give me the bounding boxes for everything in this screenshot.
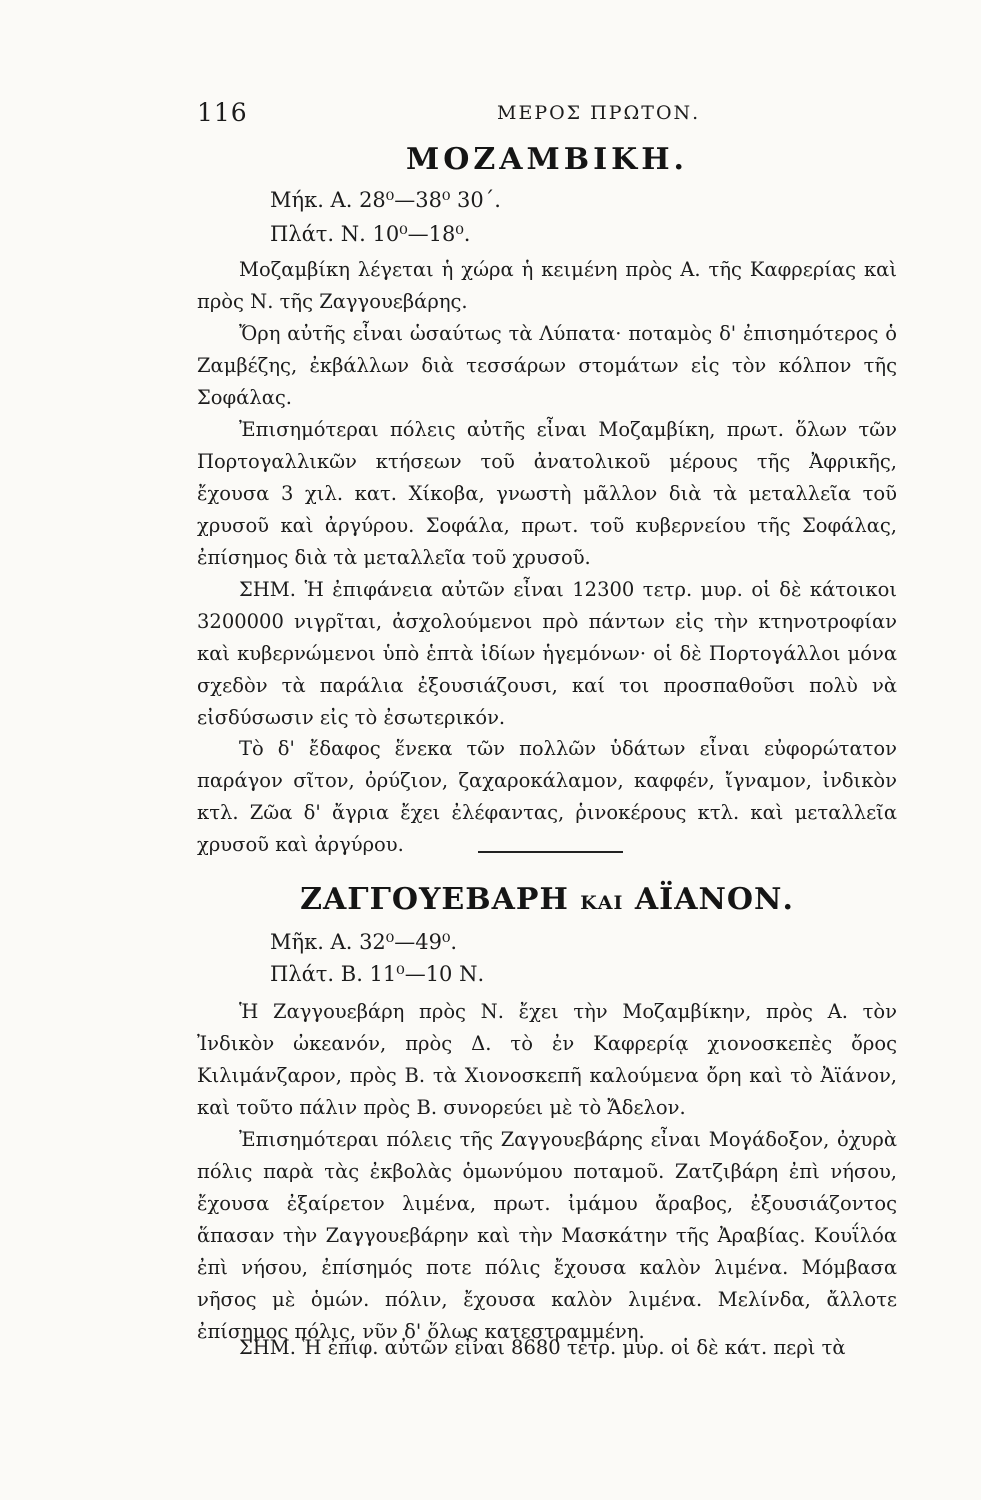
- paragraph: Ἐπισημότεραι πόλεις τῆς Ζαγγουεβάρης εἶναι Μογάδοξον, ὀχυρὰ πόλις παρὰ τὰς ἐκβολὰς ὁμωνύμου ποταμοῦ. Ζατζιβάρη ἐπὶ νήσου, ἔχουσα ἐξαίρετον λιμένα, πρωτ. ἰμάμου ἄραβος, ἐξουσιάζοντος ἅπασαν τὴν Ζαγγουεβάρην καὶ τὴν Μασκάτην τῆς Ἀραβίας. Κουΐλόα ἐπὶ νήσου, ἐπίσημός ποτε πόλις ἔχουσα καλὸν λιμένα. Μόμβασα νῆσος μὲ ὁμών. πόλιν, ἔχουσα καλὸν λιμένα. Μελίνδα, ἄλλοτε ἐπίσημος πόλις, νῦν δ' ὅλως κατεστραμμένη.: [197, 1128, 897, 1343]
- title-main: ΖΑΓΓΟΥΕΒΑΡΗ: [300, 882, 569, 917]
- section-divider: [478, 851, 623, 853]
- paragraph: Τὸ δ' ἔδαφος ἕνεκα τῶν πολλῶν ὑδάτων εἶναι εὐφορώτατον παράγον σῖτον, ὀρύζιον, ζαχαροκάλαμον, καφφέν, ἴγναμον, ἰνδικὸν κτλ. Ζῶα δ' ἄγρια ἔχει ἐλέφαντας, ῥινοκέρους κτλ. καὶ μεταλλεῖα χρυσοῦ καὶ ἀργύρου.: [197, 737, 897, 856]
- note-paragraph: ΣΗΜ. Ἡ ἐπιφάνεια αὐτῶν εἶναι 12300 τετρ. μυρ. οἱ δὲ κάτοικοι 3200000 νιγρῖται, ἀσχολούμενοι πρὸ πάντων εἰς τὴν κτηνοτροφίαν καὶ κυβερνώμενοι ὑπὸ ἑπτὰ ἰδίων ἡγεμόνων· οἱ δὲ Πορτογάλλοι μόνα σχεδὸν τὰ παράλια ἐξουσιάζουσι, καί τοι προσπαθοῦσι πολὺ νὰ εἰσδύσωσιν εἰς τὸ ἐσωτερικόν.: [197, 578, 897, 729]
- latitude-line: Πλάτ. Β. 11⁰—10 Ν.: [270, 962, 485, 986]
- note-paragraph: ΣΗΜ. Ἡ ἐπιφ. αὐτῶν εἶναι 8680 τετρ. μυρ. οἱ δὲ κάτ. περὶ τὰ: [239, 1336, 846, 1359]
- paragraph: Ἡ Ζαγγουεβάρη πρὸς Ν. ἔχει τὴν Μοζαμβίκην, πρὸς Α. τὸν Ἰνδικὸν ὠκεανόν, πρὸς Δ. τὸ ἐν Καφρερίᾳ χιονοσκεπὲς ὄρος Κιλιμάνζαρον, πρὸς Β. τὰ Χιονοσκεπῆ καλούμενα ὄρη καὶ τὸ Ἀϊάνον, καὶ τοῦτο πάλιν πρὸς Β. συνορεύει μὲ τὸ Ἄδελον.: [197, 1000, 897, 1119]
- section-title-mozambique: ΜΟΖΑΜΒΙΚΗ.: [406, 142, 688, 177]
- longitude-line: Μήκ. Α. 28⁰—38⁰ 30΄.: [270, 188, 501, 212]
- running-title: ΜΕΡΟΣ ΠΡΩΤΟΝ.: [497, 102, 701, 124]
- page-number: 116: [197, 98, 248, 127]
- paragraph: Ὄρη αὐτῆς εἶναι ὡσαύτως τὰ Λύπατα· ποταμὸς δ' ἐπισημότερος ὁ Ζαμβέζης, ἐκβάλλων διὰ τεσσάρων στομάτων εἰς τὸν κόλπον τῆς Σοφάλας.: [197, 322, 897, 409]
- title-end: ΑΪΑΝΟΝ.: [634, 882, 794, 917]
- longitude-line: Μῆκ. Α. 32⁰—49⁰.: [270, 930, 458, 954]
- paragraph: Ἐπισημότεραι πόλεις αὐτῆς εἶναι Μοζαμβίκη, πρωτ. ὅλων τῶν Πορτογαλλικῶν κτήσεων τοῦ ἀνατολικοῦ μέρους τῆς Ἀφρικῆς, ἔχουσα 3 χιλ. κατ. Χίκοβα, γνωστὴ μᾶλλον διὰ τὰ μεταλλεῖα τοῦ χρυσοῦ καὶ ἀργύρου. Σοφάλα, πρωτ. τοῦ κυβερνείου τῆς Σοφάλας, ἐπίσημος διὰ τὰ μεταλλεῖα τοῦ χρυσοῦ.: [197, 418, 897, 569]
- title-conjunction: ΚΑΙ: [580, 892, 624, 914]
- section-title-zanzibar: [197, 882, 897, 917]
- latitude-line: Πλάτ. Ν. 10⁰—18⁰.: [270, 222, 471, 246]
- page-header: [197, 98, 897, 132]
- paragraph: Μοζαμβίκη λέγεται ἡ χώρα ἡ κειμένη πρὸς Α. τῆς Καφρερίας καὶ πρὸς Ν. τῆς Ζαγγουεβάρης.: [197, 258, 897, 313]
